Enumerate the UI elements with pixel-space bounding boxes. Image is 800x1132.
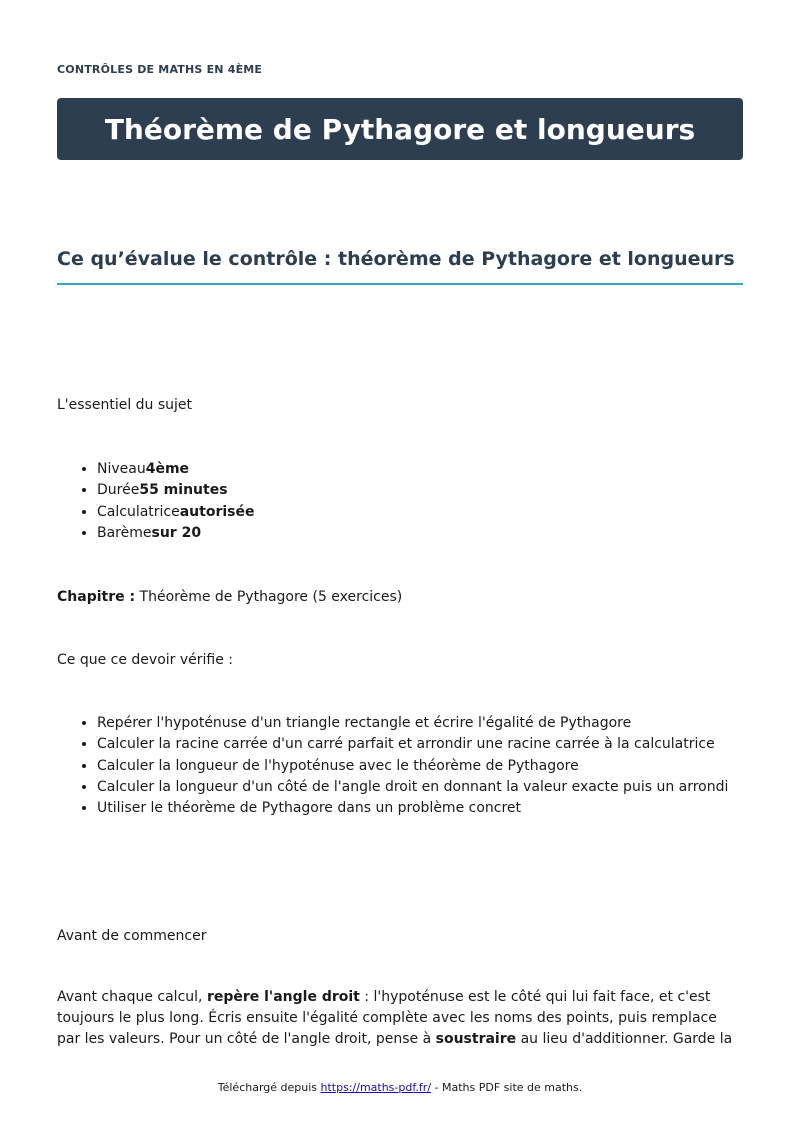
avant-heading: Avant de commencer: [57, 928, 207, 944]
avant-text-3: au lieu d'additionner. Garde la: [516, 1031, 733, 1047]
chapter-line: [57, 587, 402, 608]
meta-value-niveau: 4ème: [145, 461, 190, 477]
avant-paragraph: [57, 987, 743, 1050]
list-item: [97, 502, 255, 523]
essentiel-heading: L'essentiel du sujet: [57, 397, 193, 413]
meta-value-duree: 55 minutes: [139, 482, 228, 499]
meta-label-bareme: Barème: [97, 524, 152, 541]
document-kicker: CONTRÔLES DE MATHS EN 4ÈME: [57, 63, 263, 76]
title-banner: [57, 98, 743, 160]
avant-text-1: Avant chaque calcul,: [57, 989, 207, 1005]
avant-bold-1: repère l'angle droit: [206, 989, 360, 1005]
meta-value-bareme: sur 20: [151, 524, 202, 541]
meta-list: [57, 459, 255, 544]
meta-label-calculatrice: Calculatrice: [97, 503, 180, 520]
list-item: [97, 523, 255, 544]
verifie-intro: Ce que ce devoir vérifie :: [57, 652, 234, 668]
page-title: Théorème de Pythagore et longueurs: [104, 112, 696, 146]
footer-prefix: Téléchargé depuis: [217, 1081, 321, 1094]
chapter-label: Chapitre :: [57, 589, 136, 605]
list-item: • Calculer la racine carrée d'un carré parfait et arrondir une racine carrée à la calculatrice: [97, 734, 797, 755]
list-item: [97, 459, 255, 480]
chapter-value: Théorème de Pythagore (5 exercices): [139, 589, 403, 605]
section-title: Ce qu’évalue le contrôle : théorème de Pythagore et longueurs: [57, 244, 743, 285]
meta-value-calculatrice: autorisée: [179, 503, 255, 520]
list-item: • Calculer la longueur d'un côté de l'angle droit en donnant la valeur exacte puis un arrondi: [97, 777, 797, 798]
list-item: • Utiliser le théorème de Pythagore dans un problème concret: [97, 798, 797, 819]
meta-label-duree: Durée: [97, 482, 140, 499]
footer-suffix: - Maths PDF site de maths.: [431, 1081, 583, 1094]
footer-link[interactable]: https://maths-pdf.fr/: [320, 1081, 432, 1094]
goals-list: [57, 713, 797, 819]
list-item: [97, 480, 255, 501]
page-footer: [0, 1081, 800, 1094]
list-item: • Calculer la longueur de l'hypoténuse avec le théorème de Pythagore: [97, 756, 797, 777]
avant-text-2: : l'hypoténuse est le côté qui lui fait face, et c'est toujours le plus long. Écris ensuite l'égalité complète avec les noms des points, puis remplace par les valeurs. Pour un côté de l'angle droit, pense à: [57, 989, 717, 1047]
meta-label-niveau: Niveau: [97, 461, 146, 477]
list-item: • Repérer l'hypoténuse d'un triangle rectangle et écrire l'égalité de Pythagore: [97, 713, 797, 734]
avant-bold-2: soustraire: [435, 1031, 517, 1047]
